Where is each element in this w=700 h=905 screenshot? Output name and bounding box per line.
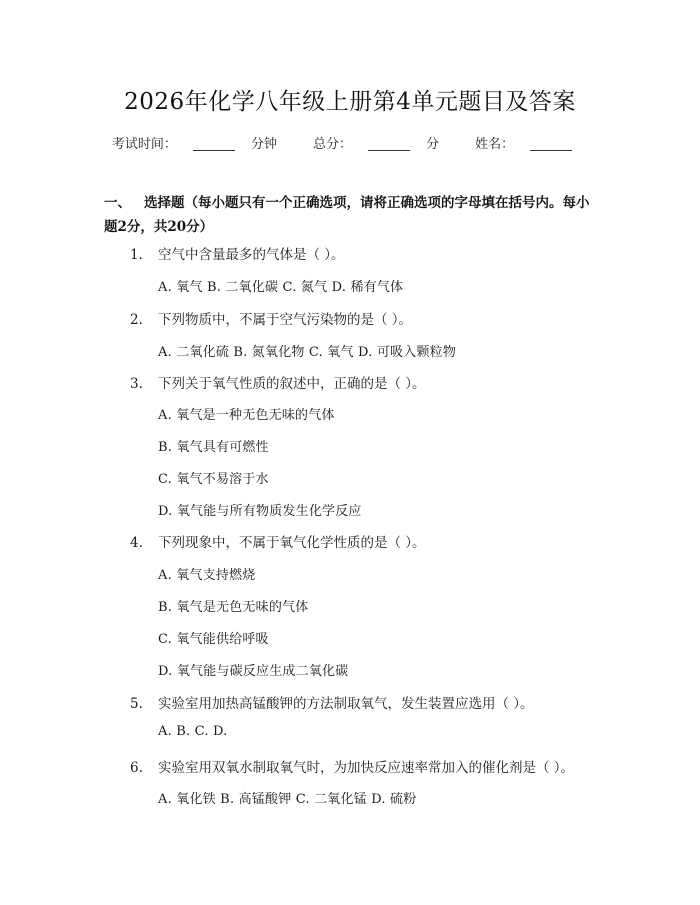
question-6-options: A. 氧化铁 B. 高锰酸钾 C. 二氧化锰 D. 硫粉	[158, 792, 417, 807]
question-3-option-d: D. 氧气能与所有物质发生化学反应	[158, 504, 362, 519]
question-number: 5.	[130, 696, 143, 712]
question-4	[130, 531, 426, 551]
time-unit: 分钟	[250, 137, 277, 152]
question-text: 空气中含量最多的气体是（ ）。	[158, 247, 345, 263]
question-number: 2.	[130, 312, 143, 328]
section-number: 一、	[104, 195, 131, 211]
score-blank[interactable]	[368, 136, 410, 151]
question-number: 6.	[130, 760, 143, 776]
score-label: 总分：	[312, 137, 352, 152]
question-number: 3.	[130, 376, 143, 392]
question-4-option-c: C. 氧气能供给呼吸	[158, 632, 269, 647]
question-3-option-a: A. 氧气是一种无色无味的气体	[158, 408, 335, 423]
section-text: 选择题（每小题只有一个正确选项，请将正确选项的字母填在括号内。每小题2分，共20分）	[104, 195, 590, 235]
question-text: 下列关于氧气性质的叙述中，正确的是（ ）。	[158, 376, 426, 392]
question-4-option-a: A. 氧气支持燃烧	[158, 568, 256, 583]
question-2	[130, 308, 412, 328]
question-4-option-b: B. 氧气是无色无味的气体	[158, 600, 309, 615]
question-text: 下列现象中，不属于氧气化学性质的是（ ）。	[158, 535, 426, 551]
section-heading	[104, 191, 602, 239]
question-text: 下列物质中，不属于空气污染物的是（ ）。	[158, 312, 413, 328]
question-4-option-d: D. 氧气能与碳反应生成二氧化碳	[158, 664, 349, 679]
name-label: 姓名：	[475, 137, 515, 152]
question-1-options: A. 氧气 B. 二氧化碳 C. 氮气 D. 稀有气体	[158, 280, 404, 295]
question-1	[130, 243, 345, 263]
exam-name	[475, 133, 588, 152]
exam-score	[313, 133, 439, 152]
page-title: 2026年化学八年级上册第4单元题目及答案	[124, 89, 576, 115]
question-2-options: A. 二氧化硫 B. 氮氧化物 C. 氧气 D. 可吸入颗粒物	[158, 345, 457, 360]
question-number: 4.	[130, 535, 143, 551]
exam-meta	[0, 133, 700, 152]
question-text: 实验室用加热高锰酸钾的方法制取氧气，发生装置应选用（ ）。	[158, 696, 534, 712]
question-6	[130, 756, 574, 776]
name-blank[interactable]	[530, 136, 572, 151]
exam-time	[112, 133, 277, 152]
question-5	[130, 692, 534, 712]
question-text: 实验室用双氧水制取氧气时，为加快反应速率常加入的催化剂是（ ）。	[158, 760, 575, 776]
question-5-options: A. B. C. D.	[158, 724, 228, 739]
question-3-option-b: B. 氧气具有可燃性	[158, 440, 269, 455]
question-3-option-c: C. 氧气不易溶于水	[158, 472, 269, 487]
time-blank[interactable]	[193, 136, 235, 151]
question-number: 1.	[130, 247, 143, 263]
time-label: 考试时间：	[111, 137, 177, 152]
score-unit: 分	[426, 137, 440, 152]
question-3	[130, 372, 426, 392]
